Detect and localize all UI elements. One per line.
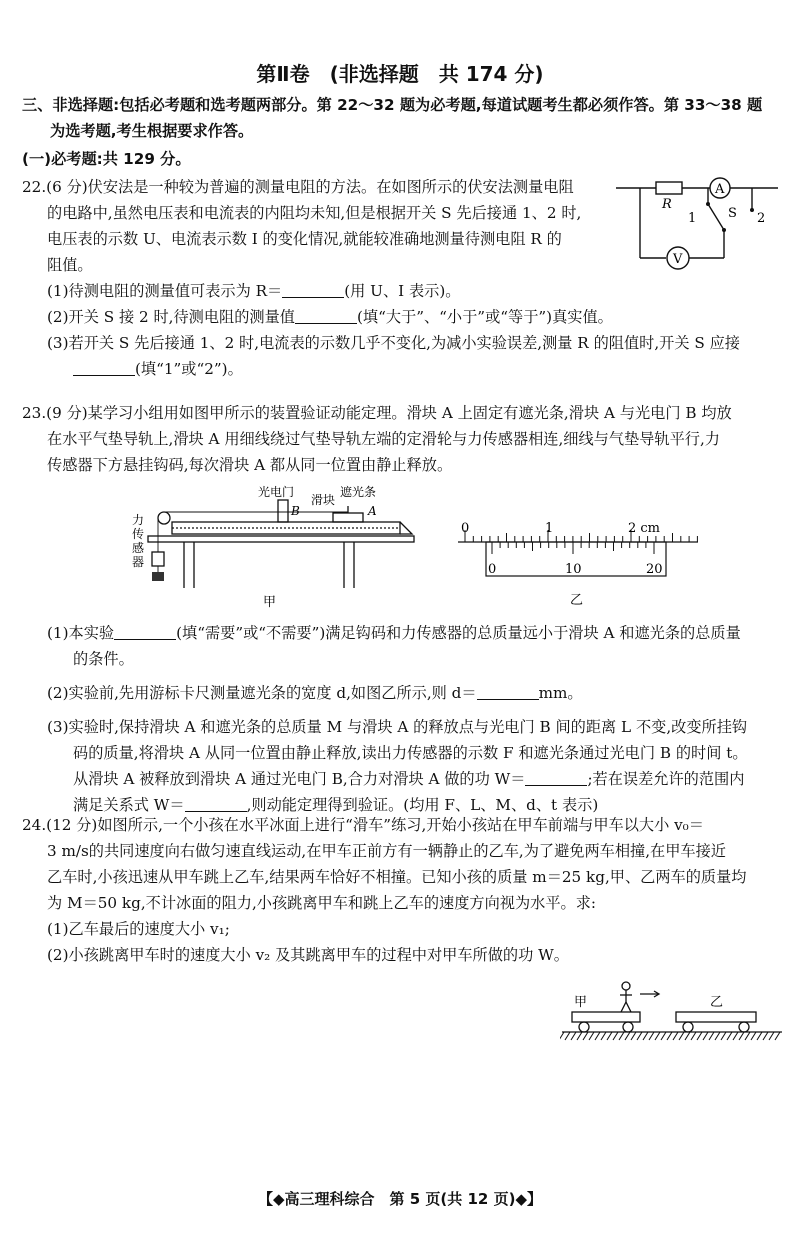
q23-sub3-text: 满足关系式 W＝ — [73, 796, 185, 814]
ground-hatch-line — [577, 1032, 582, 1040]
q22-sub1-text: (1)待测电阻的测量值可表示为 R＝ — [47, 282, 283, 300]
q22-line: 的电路中,虽然电压表和电流表的内阻均未知,但是根据开关 S 先后接通 1、2 时, — [47, 204, 582, 222]
answer-blank[interactable] — [525, 769, 587, 786]
photogate-b-label: B — [291, 504, 300, 518]
ground-hatch-line — [637, 1032, 642, 1040]
q24-line: 24.(12 分)如图所示,一个小孩在水平冰面上进行“滑车”练习,开始小孩站在甲车前端与甲车以大小 v₀＝ — [22, 816, 704, 834]
ground-hatch-line — [685, 1032, 690, 1040]
q23-sub2 — [22, 680, 748, 706]
ground-hatch-line — [703, 1032, 708, 1040]
ground-hatch-line — [709, 1032, 714, 1040]
q22-sub1 — [22, 278, 740, 304]
cart-yi-label: 乙 — [710, 995, 724, 1010]
ground-hatch-line — [613, 1032, 618, 1040]
q23-sub1-hint: (填“需要”或“不需要”)满足钩码和力传感器的总质量远小于滑块 A 和遮光条的总质量 — [176, 624, 741, 642]
child-figure — [620, 982, 632, 1012]
figure-yi-vernier — [448, 512, 708, 610]
hook-weight-icon — [152, 572, 164, 581]
q22-sub2-text: (2)开关 S 接 2 时,待测电阻的测量值 — [47, 308, 295, 326]
q23-sub1 — [22, 620, 748, 646]
question-24 — [22, 812, 746, 968]
ground-hatch-line — [715, 1032, 720, 1040]
q22-sub1-hint: (用 U、I 表示)。 — [344, 282, 461, 300]
sensor-label-char: 感 — [132, 541, 145, 555]
answer-blank[interactable] — [73, 359, 135, 376]
q23-sub3-line: 码的质量,将滑块 A 从同一位置由静止释放,读出力传感器的示数 F 和遮光条通过光电门 B 的时间 t。 — [73, 744, 748, 762]
section-header-line: 三、非选择题:包括必考题和选考题两部分。第 22～32 题为必考题,每道试题考生都必须作答。第 33～38 题 — [22, 96, 763, 114]
ground-hatch-line — [571, 1032, 576, 1040]
q22-line: 22.(6 分)伏安法是一种较为普遍的测量电阻的方法。在如图所示的伏安法测量电阻 — [22, 178, 574, 196]
vernier-scale-label: 10 — [565, 562, 582, 577]
ground-hatch-line — [769, 1032, 774, 1040]
sensor-label-char: 传 — [132, 527, 145, 541]
ground-hatch-line — [643, 1032, 648, 1040]
section-header-line: 为选考题,考生根据要求作答。 — [50, 122, 254, 140]
resistor-r — [656, 182, 682, 194]
vernier-scale-label: 0 — [488, 562, 497, 577]
vernier-scale-ticks — [492, 542, 654, 554]
strip-label: 遮光条 — [340, 485, 377, 499]
ground-hatch-line — [560, 1032, 564, 1040]
q24-line: 乙车时,小孩迅速从甲车跳上乙车,结果两车恰好不相撞。已知小孩的质量 m＝25 kg,甲、乙两车的质量均 — [47, 868, 747, 886]
q22-sub3: (3)若开关 S 先后接通 1、2 时,电流表的示数几乎不变化,为减小实验误差,测量 R 的阻值时,开关 S 应接 — [47, 334, 740, 352]
voltmeter-label: V — [673, 252, 683, 267]
circuit-diagram — [612, 170, 782, 275]
pulley-icon — [158, 512, 170, 524]
figure-yi-caption: 乙 — [570, 593, 584, 608]
ground-hatch-line — [655, 1032, 660, 1040]
main-scale-label: 0 — [461, 521, 470, 536]
ground-hatch-line — [565, 1032, 570, 1040]
ground-hatch-line — [721, 1032, 726, 1040]
answer-blank[interactable] — [295, 307, 357, 324]
ground-hatch-line — [667, 1032, 672, 1040]
page-footer: 【◆高三理科综合 第 5 页(共 12 页)◆】 — [258, 1190, 542, 1208]
ground-hatch-line — [757, 1032, 762, 1040]
q24-sub2: (2)小孩跳离甲车时的速度大小 v₂ 及其跳离甲车的过程中对甲车所做的功 W。 — [47, 946, 569, 964]
figure-jia-air-track — [128, 482, 428, 612]
slider-icon — [333, 513, 363, 522]
ground-hatch-line — [631, 1032, 636, 1040]
ground-hatch-line — [679, 1032, 684, 1040]
q22-sub2 — [22, 304, 740, 330]
ground-hatch-line — [745, 1032, 750, 1040]
q23-line: 23.(9 分)某学习小组用如图甲所示的装置验证动能定理。滑块 A 上固定有遮光条,滑块 A 与光电门 B 均放 — [22, 404, 732, 422]
q23-sub2-text: (2)实验前,先用游标卡尺测量遮光条的宽度 d,如图乙所示,则 d＝ — [47, 684, 477, 702]
q24-line: 3 m/s的共同速度向右做匀速直线运动,在甲车正前方有一辆静止的乙车,为了避免两车相撞,在甲车接近 — [47, 842, 726, 860]
question-23 — [22, 400, 732, 478]
switch-label: S — [728, 206, 737, 221]
force-sensor-icon — [152, 552, 164, 566]
main-scale-label: 2 cm — [628, 521, 661, 536]
q22-sub3-cont — [22, 356, 740, 382]
answer-blank[interactable] — [282, 281, 344, 298]
q24-line: 为 M＝50 kg,不计冰面的阻力,小孩跳离甲车和跳上乙车的速度方向视为水平。求: — [47, 894, 597, 912]
q22-sub2-hint: (填“大于”、“小于”或“等于”)真实值。 — [356, 308, 613, 326]
ground-hatch-line — [661, 1032, 666, 1040]
sensor-label-char: 器 — [132, 555, 145, 569]
ground-hatching — [560, 1032, 780, 1040]
answer-blank[interactable] — [185, 795, 247, 812]
vernier-scale-label: 20 — [646, 562, 663, 577]
q23-line: 传感器下方悬挂钩码,每次滑块 A 都从同一位置由静止释放。 — [47, 456, 453, 474]
ground-hatch-line — [691, 1032, 696, 1040]
ground-hatch-line — [739, 1032, 744, 1040]
ground-hatch-line — [583, 1032, 588, 1040]
q23-sub3-text: 从滑块 A 被释放到滑块 A 通过光电门 B,合力对滑块 A 做的功 W＝ — [73, 770, 526, 788]
q22-line: 阻值。 — [47, 256, 93, 274]
ground-hatch-line — [733, 1032, 738, 1040]
q23-sub3-text: ;若在误差允许的范围内 — [587, 770, 745, 788]
q23-sub1-cont: 的条件。 — [73, 650, 134, 668]
section-title: 第Ⅱ卷 (非选择题 共 174 分) — [256, 62, 544, 86]
ground-hatch-line — [727, 1032, 732, 1040]
figure-jia-caption: 甲 — [263, 595, 277, 610]
q22-sub3-hint: (填“1”或“2”)。 — [135, 360, 243, 378]
photogate-label: 光电门 — [258, 485, 295, 499]
ground-hatch-line — [751, 1032, 756, 1040]
ground-hatch-line — [601, 1032, 606, 1040]
ground-hatch-line — [619, 1032, 624, 1040]
resistor-label: R — [662, 197, 672, 212]
part-one-heading: (一)必考题:共 129 分。 — [22, 150, 191, 168]
switch-s — [708, 204, 724, 230]
ground-hatch-line — [673, 1032, 678, 1040]
q23-sub2-unit: mm。 — [538, 684, 583, 702]
ground-hatch-line — [595, 1032, 600, 1040]
section-header — [22, 92, 762, 144]
main-scale-ticks — [465, 530, 697, 542]
ground-hatch-line — [649, 1032, 654, 1040]
sensor-label-char: 力 — [132, 513, 145, 527]
cart-jia-label: 甲 — [574, 995, 588, 1010]
ground-hatch-line — [775, 1032, 780, 1040]
ground-hatch-line — [607, 1032, 612, 1040]
figure-carts — [560, 980, 785, 1044]
ground-hatch-line — [697, 1032, 702, 1040]
answer-blank[interactable] — [477, 683, 539, 700]
ground-hatch-line — [763, 1032, 768, 1040]
ground-hatch-line — [589, 1032, 594, 1040]
q23-line: 在水平气垫导轨上,滑块 A 用细线绕过气垫导轨左端的定滑轮与力传感器相连,细线与气垫导轨平行,力 — [47, 430, 720, 448]
q23-sub1-text: (1)本实验 — [47, 624, 115, 642]
ground-hatch-line — [625, 1032, 630, 1040]
q24-sub1: (1)乙车最后的速度大小 v₁; — [47, 920, 230, 938]
contact-1-label: 1 — [688, 211, 697, 226]
cart-jia — [572, 1012, 640, 1022]
q23-sub3-line — [22, 766, 748, 792]
q23-sub3-text: ,则动能定理得到验证。(均用 F、L、M、d、t 表示) — [246, 796, 599, 814]
slider-label: 滑块 — [311, 493, 336, 507]
contact-2-label: 2 — [757, 211, 766, 226]
question-23-subparts — [22, 620, 748, 818]
main-scale-label: 1 — [545, 521, 554, 536]
cart-yi — [676, 1012, 756, 1022]
answer-blank[interactable] — [114, 623, 176, 640]
slider-a-label: A — [368, 504, 377, 518]
photogate-icon — [278, 500, 288, 522]
ammeter-label: A — [715, 182, 725, 197]
q22-line: 电压表的示数 U、电流表示数 I 的变化情况,就能较准确地测量待测电阻 R 的 — [47, 230, 562, 248]
q23-sub3: (3)实验时,保持滑块 A 和遮光条的总质量 M 与滑块 A 的释放点与光电门 B 间的距离 L 不变,改变所挂钩 — [47, 718, 748, 736]
